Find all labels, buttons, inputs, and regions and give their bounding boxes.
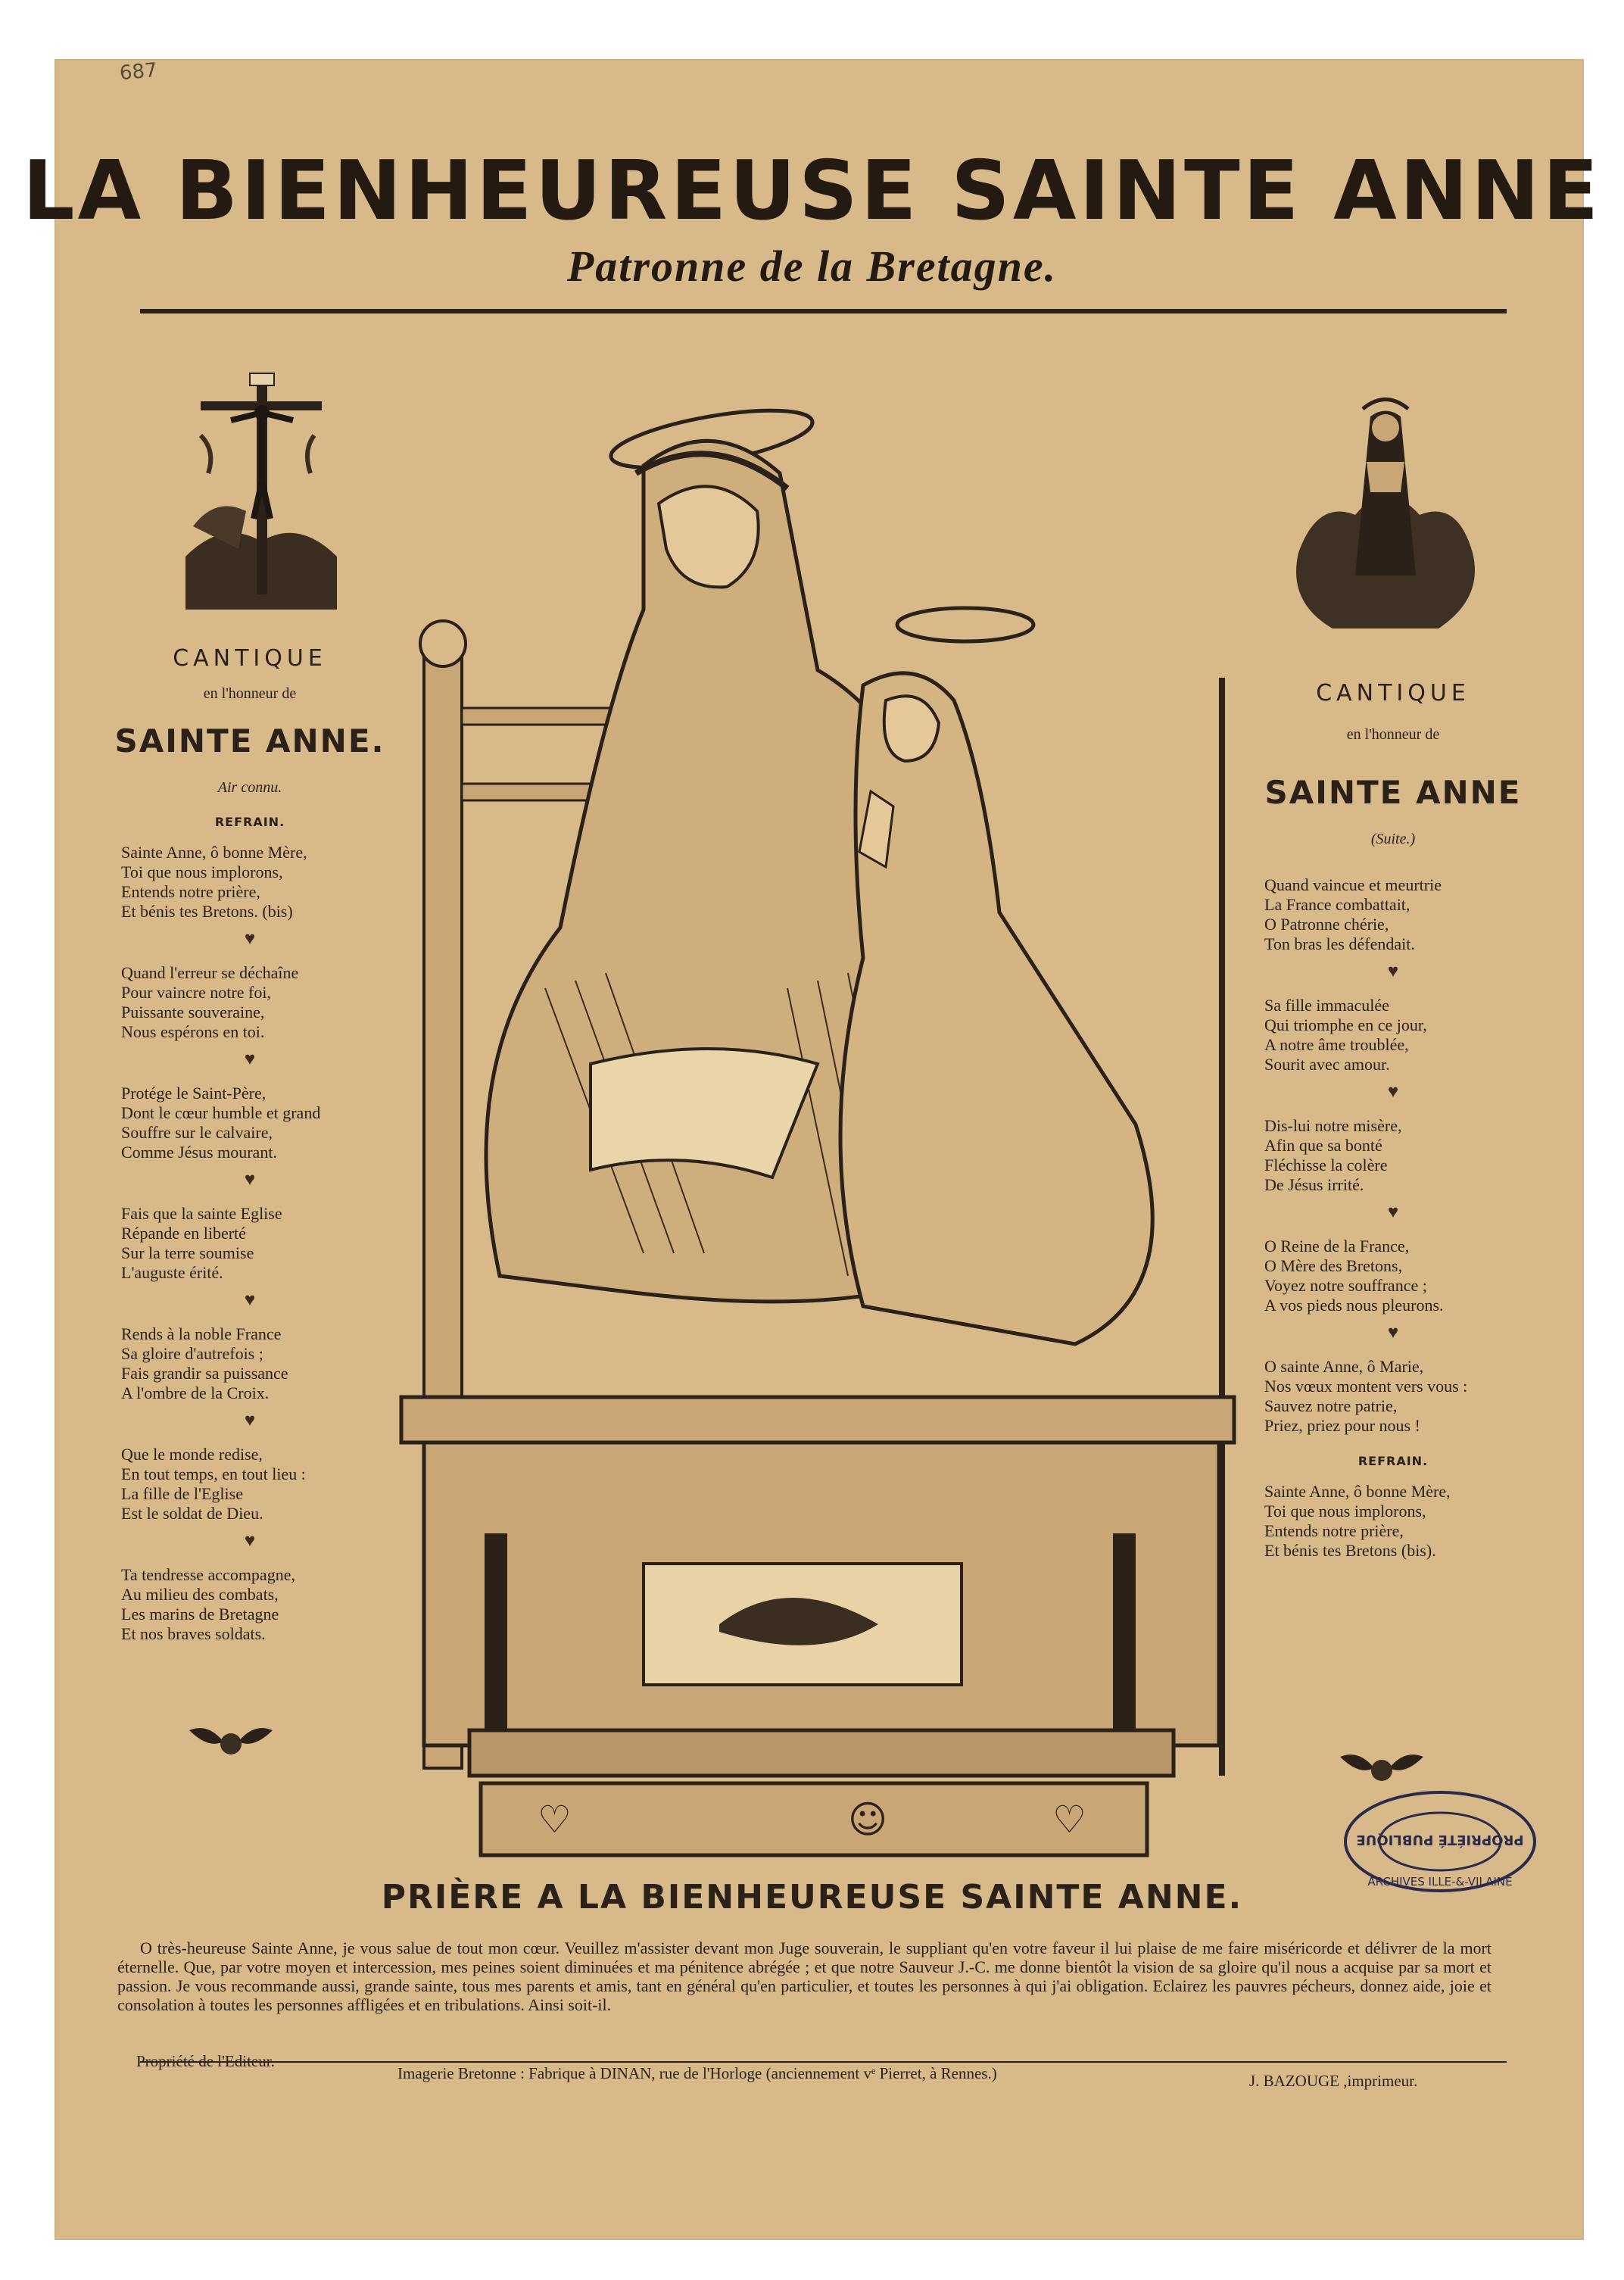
fleuron-ornament: ♥ — [244, 1531, 256, 1551]
left-honneur: en l'honneur de — [203, 685, 297, 702]
page-title: LA BIENHEUREUSE SAINTE ANNE — [22, 144, 1602, 239]
stanza: Ta tendresse accompagne, Au milieu des combats, Les marins de Bretagne Et nos braves soldats. — [121, 1565, 295, 1643]
left-canticle — [106, 645, 394, 1644]
footer-left: Propriété de l'Editeur. — [136, 2052, 275, 2070]
cherub-ornament-right — [1336, 1742, 1427, 1795]
right-suite: (Suite.) — [1370, 831, 1416, 847]
fleuron-ornament: ♥ — [244, 1290, 256, 1310]
stanza: Sa fille immaculée Qui triomphe en ce jour, A notre âme troublée, Sourit avec amour. — [1264, 996, 1427, 1074]
stanza: Protége le Saint-Père, Dont le cœur humble et grand Souffre sur le calvaire, Comme Jésus mourant. — [121, 1084, 321, 1162]
madonna-vignette — [1287, 386, 1484, 644]
fleuron-ornament: ♥ — [1387, 1323, 1399, 1343]
stanza: Que le monde redise, En tout temps, en tout lieu : La fille de l'Eglise Est le soldat de Dieu. — [121, 1445, 306, 1523]
footer-right: J. BAZOUGE ,imprimeur. — [1249, 2072, 1418, 2090]
svg-text:♡: ♡ — [1052, 1798, 1086, 1842]
stanza: Fais que la sainte Eglise Répande en liberté Sur la terre soumise L'auguste érité. — [121, 1204, 282, 1282]
stanza: O Reine de la France, O Mère des Bretons, Voyez notre souffrance ; A vos pieds nous pleurons. — [1264, 1237, 1444, 1315]
right-sainte-anne: SAINTE ANNE — [1264, 774, 1522, 811]
fleuron-ornament: ♥ — [244, 1411, 256, 1430]
crucifix-vignette — [178, 367, 344, 610]
stanza: Quand vaincue et meurtrie La France combattait, O Patronne chérie, Ton bras les défendait. — [1264, 875, 1442, 953]
right-refrain-label: REFRAIN. — [1357, 1454, 1429, 1468]
svg-text:☺: ☺ — [848, 1798, 888, 1842]
fleuron-ornament: ♥ — [1387, 1082, 1399, 1102]
cherub-ornament-left — [185, 1715, 276, 1768]
stanza: Sainte Anne, ô bonne Mère, Toi que nous implorons, Entends notre prière, Et bénis tes Bretons. (bis) — [121, 843, 307, 921]
stanza: Dis-lui notre misère, Afin que sa bonté Fléchisse la colère De Jésus irrité. — [1264, 1116, 1402, 1194]
footer-rule — [140, 2061, 1507, 2063]
footer-center: Imagerie Bretonne : Fabrique à DINAN, rue de l'Horloge (anciennement vᵉ Pierret, à Rennes.) — [397, 2064, 997, 2082]
fleuron-ornament: ♥ — [1387, 962, 1399, 981]
left-sainte-anne: SAINTE ANNE. — [114, 722, 385, 759]
stanza: Rends à la noble France Sa gloire d'autrefois ; Fais grandir sa puissance A l'ombre de la Croix. — [121, 1324, 288, 1402]
left-refrain-label: REFRAIN. — [214, 815, 285, 829]
left-cantique-heading: CANTIQUE — [173, 645, 327, 672]
prayer-title: PRIÈRE A LA BIENHEUREUSE SAINTE ANNE. — [381, 1878, 1243, 1917]
svg-text:♡: ♡ — [538, 1798, 572, 1842]
stanza: O sainte Anne, ô Marie, Nos vœux montent vers vous : Sauvez notre patrie, Priez, priez pour nous ! — [1264, 1357, 1468, 1435]
inventory-mark: 687 — [118, 58, 158, 86]
left-air: Air connu. — [217, 779, 282, 796]
title-rule — [140, 309, 1507, 313]
fleuron-ornament: ♥ — [244, 1170, 256, 1190]
fleuron-ornament: ♥ — [244, 929, 256, 949]
stanza: Quand l'erreur se déchaîne Pour vaincre notre foi, Puissante souveraine, Nous espérons en toi. — [121, 963, 299, 1041]
right-cantique-heading: CANTIQUE — [1316, 680, 1470, 706]
stamp-text: PROPRIÉTÉ PUBLIQUE — [1356, 1832, 1524, 1848]
refrain-stanza: Sainte Anne, ô bonne Mère, Toi que nous implorons, Entends notre prière, Et bénis tes Bretons (bis). — [1264, 1482, 1451, 1560]
stamp-outer-text: ARCHIVES ILLE-&-VILAINE — [1367, 1875, 1513, 1889]
right-canticle — [1249, 680, 1537, 1561]
fleuron-ornament: ♥ — [244, 1050, 256, 1069]
saint-anne-engraving — [394, 382, 1242, 1859]
page-subtitle: Patronne de la Bretagne. — [566, 242, 1058, 291]
fleuron-ornament: ♥ — [1387, 1202, 1399, 1222]
right-honneur: en l'honneur de — [1346, 726, 1440, 743]
prayer-text: O très-heureuse Sainte Anne, je vous salue de tout mon cœur. Veuillez m'assister devant mon Juge souverain, le suppliant qu'en votre faveur il lui plaise de me faire miséricorde et délivrer de la mort éternelle. Que, par votre moyen et intercession, mes peines soient diminuées et ma pénitence abrégée ; et que notre Sauveur J.-C. me donne bientôt la vision de sa gloire qu'il nous a acquise par sa mort et passion. Je vous recommande aussi, grande sainte, tous mes parents et amis, tant en général qu'en particulier, et toutes les personnes à qui j'ai obligation. Eclairez les pauvres pécheurs, donnez aide, joie et consolation à toutes les personnes affligées et en tribulations. Ainsi soit-il. — [117, 1938, 1492, 2014]
